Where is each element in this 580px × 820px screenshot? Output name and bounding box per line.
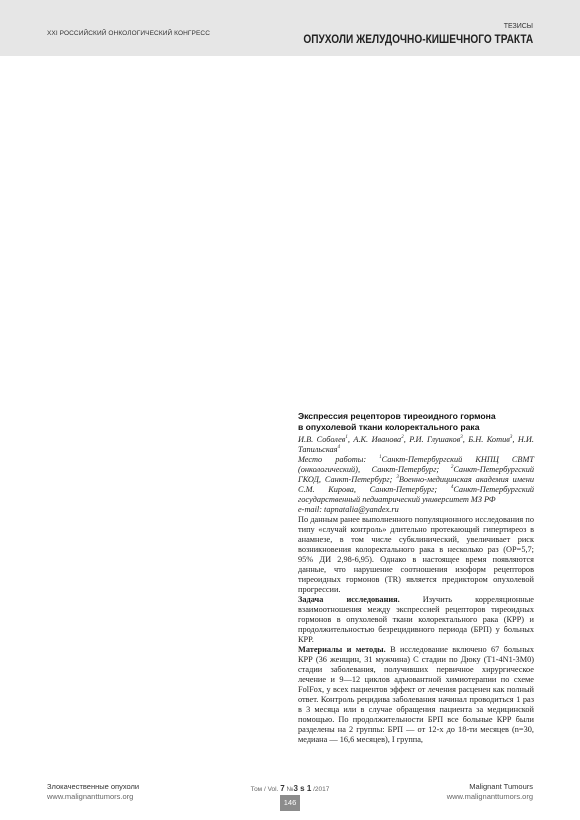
author-name: Б.Н. Котив — [468, 435, 510, 444]
year: /2017 — [313, 786, 330, 793]
issue-number: 3 s 1 — [293, 784, 312, 793]
affiliation: Санкт-Петербургский ГКОД, Санкт-Петербург; — [298, 465, 534, 484]
task-heading: Задача исследования. — [298, 595, 400, 604]
affiliation: Военно-медицинская академия имени С.М. Кирова, Санкт-Петербург; — [298, 475, 535, 494]
author-name: Р.И. Глушаков — [409, 435, 461, 444]
affiliations: Место работы: $^1$Санкт-Петербургский КНПЦ СВМТ (онкологический), Санкт-Петербург; $^2$Санкт-Петербургский ГКОД, Санкт-Петербург; $^3$Военно-медицинская академия имени С.М. Кирова, Санкт-Петербург; $^4$Санкт-Петербургский государственный педиатрический университет МЗ РФ — [298, 455, 535, 504]
affiliation: Санкт-Петербургский государственный педиатрический университет МЗ РФ — [298, 485, 534, 504]
journal-url-left[interactable]: www.malignanttumors.org — [47, 791, 134, 801]
article-title-line2: в опухолевой ткани колоректального рака — [298, 422, 480, 432]
affiliation: Санкт-Петербургский КНПЦ СВМТ (онкологический), Санкт-Петербург; — [298, 455, 534, 474]
authors: И.В. Соболев$^1$, А.К. Иванова$^2$, Р.И. Глушаков$^3$, Б.Н. Котив$^3$, Н.И. Тапильская$^4$ — [298, 435, 534, 454]
abstract-article — [298, 411, 534, 745]
page-header — [0, 0, 580, 56]
journal-title-en: Malignant Tumours — [469, 782, 533, 791]
volume-number: 7 — [280, 784, 285, 793]
task-paragraph: Задача исследования. Изучить корреляционные взаимоотношения между экспрессией рецепторов тиреоидных гормонов в опухолевой ткани колоректального рака (КРР) и продолжительностью безрецидивного периода (БРП) у больных КРР. — [298, 595, 534, 644]
congress-name: XXI РОССИЙСКИЙ ОНКОЛОГИЧЕСКИЙ КОНГРЕСС — [47, 30, 210, 37]
methods-heading: Материалы и методы. — [298, 645, 386, 654]
author-name: А.К. Иванова — [353, 435, 402, 444]
section-title: ОПУХОЛИ ЖЕЛУДОЧНО-КИШЕЧНОГО ТРАКТА — [303, 34, 533, 46]
contact-email: e-mail: tapnatalia@yandex.ru — [298, 505, 399, 514]
methods-paragraph: Материалы и методы. В исследование включено 67 больных КРР (36 женщин, 31 мужчина) С стадии по Дюку (T1-4N1-3M0) стадии заболевания, получивших первичное хирургическое лечение и 9—12 циклов адъювантной химиотерапии по схеме FolFox, у всех пациентов эффект от лечения расценен как полный ответ. Контроль рецидива заболевания начинал проводиться 1 раз в 3 месяца или в случае обращения пациента за медицинской помощью. По продолжительности БРП все больные КРР были разделены на 2 группы: БРП — от 12-х до 18-ти месяцев (n=30, медиана — 16,6 месяцев), I группа, — [298, 645, 534, 744]
intro-paragraph: По данным ранее выполненного популяционного исследования по типу «случай контроль» длительно протекающий гипертиреоз в анамнезе, в том числе субклинический, увеличивает риск возникновения колоректального рака в несколько раз (ОР=5,7; 95% ДИ 2,98-6,95). Однако в настоящее время появляются данные, что нарушение соотношения изоформ рецепторов тиреоидных гормонов (TR) является предиктором опухолевой прогрессии. — [298, 515, 534, 594]
section-label: ТЕЗИСЫ — [503, 23, 533, 30]
journal-title-ru: Злокачественные опухоли — [47, 782, 140, 791]
footer-volume: Том / Vol. 7 №3 s 1 /2017 — [250, 784, 330, 793]
affil-label: Место работы: — [298, 455, 367, 464]
author-name: И.В. Соболев — [298, 435, 346, 444]
footer-journal-en — [447, 782, 533, 801]
page-number: 146 — [280, 795, 300, 811]
article-title — [298, 411, 534, 433]
journal-url-right[interactable]: www.malignanttumors.org — [446, 791, 533, 801]
author-name: Н.И. Тапильская — [298, 435, 534, 454]
article-title-line1: Экспрессия рецепторов тиреоидного гормона — [298, 411, 496, 421]
